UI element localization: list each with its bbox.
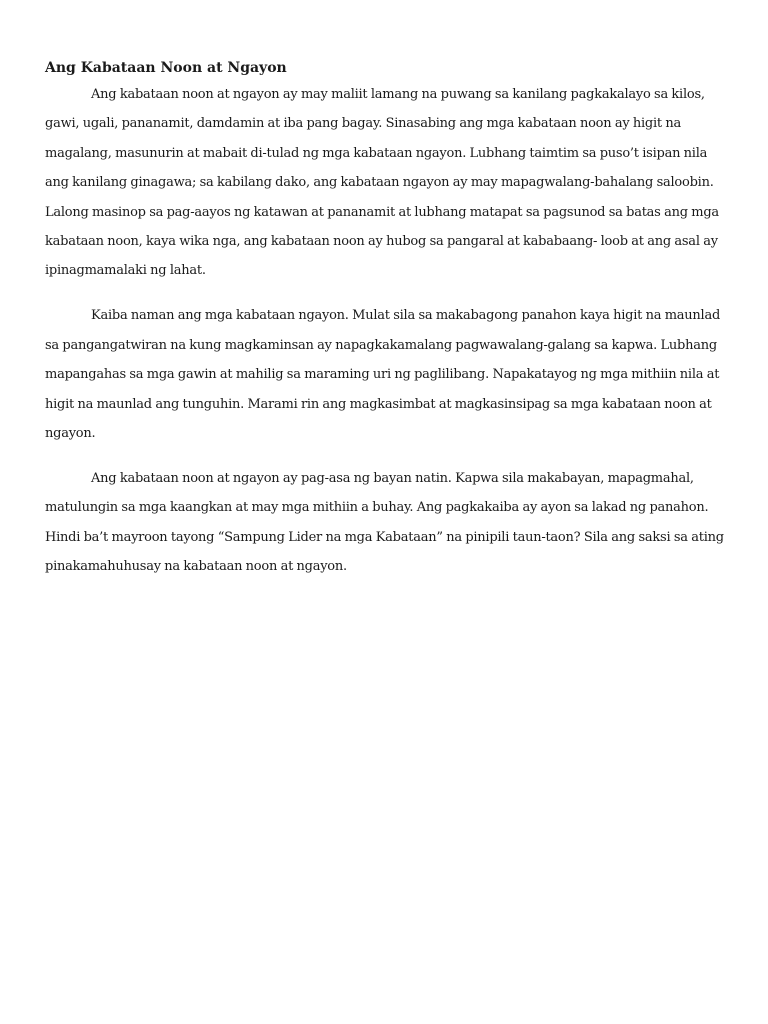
document-body xyxy=(45,56,725,597)
document-title: Ang Kabataan Noon at Ngayon xyxy=(45,60,287,76)
paragraph-3: Ang kabataan noon at ngayon ay pag-asa ng bayan natin. Kapwa sila makabayan, mapagmahal, matulungin sa mga kaangkan at may mga mithiin a buhay. Ang pagkakaiba ay ayon sa lakad ng panahon. Hindi ba’t mayroon tayong “Sampung Lider na mga Kabataan” na pinipili taun-taon? Sila ang saksi sa ating pinakamahuhusay na kabataan noon at ngayon. xyxy=(45,470,724,575)
paragraph-1: Ang kabataan noon at ngayon ay may maliit lamang na puwang sa kanilang pagkakalayo sa kilos, gawi, ugali, pananamit, damdamin at iba pang bagay. Sinasabing ang mga kabataan noon ay higit na magalang, masunurin at mabait di-tulad ng mga kabataan ngayon. Lubhang taimtim sa puso’t isipan nila ang kanilang ginagawa; sa kabilang dako, ang kabataan ngayon ay may mapagwalang-bahalang saloobin. Lalong masinop sa pag-aayos ng katawan at pananamit at lubhang matapat sa pagsunod sa batas ang mga kabataan noon, kaya wika nga, ang kabataan noon ay hubog sa pangaral at kababaang- loob at ang asal ay ipinagmamalaki ng lahat. xyxy=(45,87,719,279)
paragraph-2: Kaiba naman ang mga kabataan ngayon. Mulat sila sa makabagong panahon kaya higit na maunlad sa pangangatwiran na kung magkaminsan ay napagkakamalang pagwawalang-galang sa kapwa. Lubhang mapangahas sa mga gawin at mahilig sa maraming uri ng paglilibang. Napakatayog ng mga mithiin nila at higit na maunlad ang tunguhin. Marami rin ang magkasimbat at magkasinsipag sa mga kabataan noon at ngayon. xyxy=(45,308,721,441)
